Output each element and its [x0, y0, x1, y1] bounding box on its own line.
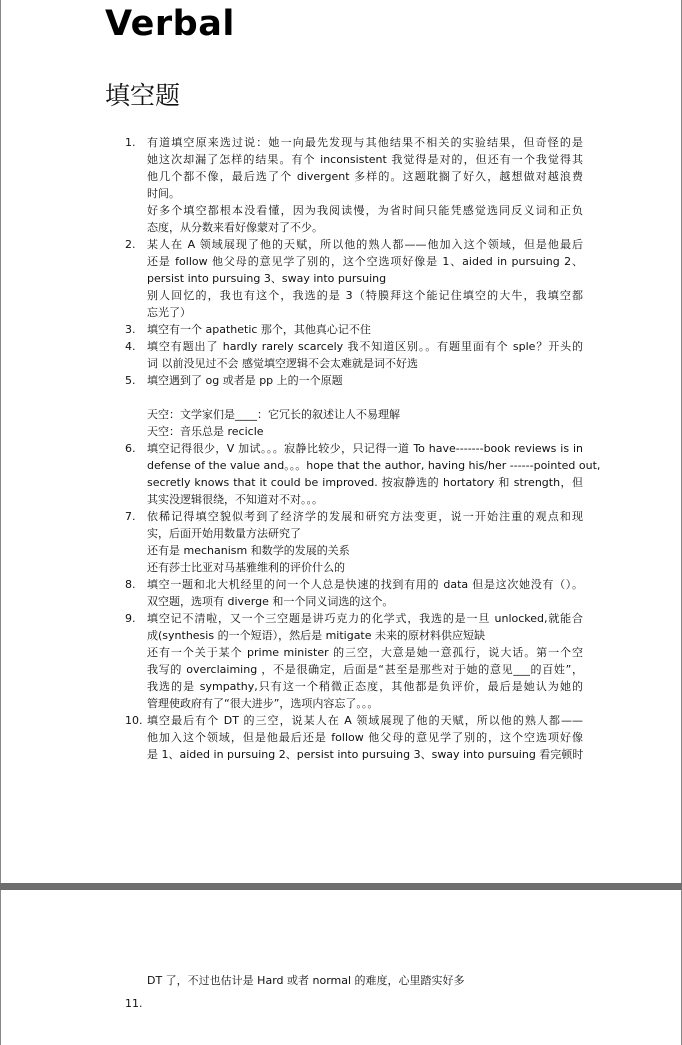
text-line: 填空有题出了 hardly rarely scarcely 我不知道区别。。有题里面有个 sple？开头的 — [147, 340, 583, 353]
text-line: 我选的是 sympathy,只有这一个稍微正态度，其他都是负评价，最后是她认为她的 — [147, 680, 583, 693]
text-line: 忘光了） — [147, 306, 191, 319]
text-line: 还有莎士比亚对马基雅维利的评价什么的 — [147, 561, 345, 574]
list-item-number: 6. — [125, 442, 136, 455]
text-line: 天空：文学家们是____：它冗长的叙述让人不易理解 — [147, 408, 400, 421]
continued-text: DT 了，不过也估计是 Hard 或者 normal 的难度，心里踏实好多 — [147, 974, 465, 987]
list-item-number: 3. — [125, 323, 136, 336]
section-heading: 填空题 — [105, 81, 181, 110]
text-line: 他加入这个领域，但是他最后还是 follow 他父母的意见学了别的，这个空选项好像 — [147, 731, 583, 744]
text-line: 填空一题和北大机经里的问一个人总是快速的找到有用的 data 但是这次她没有（）。 — [147, 578, 583, 591]
list-item — [125, 576, 583, 610]
list-item — [125, 440, 601, 508]
text-line: 她这次却漏了怎样的结果。有个 inconsistent 我觉得是对的，但还有一个我觉得其 — [147, 153, 583, 166]
list-item-number: 4. — [125, 340, 136, 353]
text-line: 管理使政府有了“很大进步”，选项内容忘了。。。 — [147, 697, 379, 710]
text-line: 他几个都不像，最后选了个 divergent 多样的。这题耽搁了好久，越想做对越浪费 — [147, 170, 583, 183]
text-line: 填空遇到了 og 或者是 pp 上的一个原题 — [147, 374, 343, 387]
document-title: Verbal — [105, 4, 235, 44]
question-list — [125, 134, 601, 763]
text-line: 还有是 mechanism 和数学的发展的关系 — [147, 544, 350, 557]
text-line: 是 1、aided in pursuing 2、persist into pursuing 3、sway into pursuing 看完顿时 — [147, 748, 584, 761]
text-line: 还是 follow 他父母的意见学了别的，这个空选项好像是 1、aided in pursuing 2、 — [147, 255, 583, 268]
list-item — [125, 134, 583, 236]
text-line: 某人在 A 领域展现了他的天赋，所以他的熟人都——他加入这个领域，但是他最后 — [147, 238, 583, 251]
list-item — [125, 610, 583, 712]
text-line: 好多个填空都根本没看懂，因为我阅读慢，为省时间只能凭感觉选同反义词和正负 — [147, 204, 583, 217]
text-line: 填空记得很少，V 加试。。。寂静比较少，只记得一道 To have-------book reviews is in — [147, 442, 583, 455]
text-line: 填空最后有个 DT 的三空，说某人在 A 领域展现了他的天赋，所以他的熟人都—— — [147, 714, 583, 727]
list-item-number: 8. — [125, 578, 136, 591]
text-line: 还有一个关于某个 prime minister 的三空，大意是她一意孤行，说大话。第一个空 — [147, 646, 583, 659]
text-line: 双空题，选项有 diverge 和一个同义词选的这个。 — [147, 595, 394, 608]
page-2-content — [125, 972, 583, 1012]
text-line: 有道填空原来选过说：她一向最先发现与其他结果不相关的实验结果，但奇怪的是 — [147, 136, 583, 149]
list-item — [125, 372, 583, 440]
list-item-number: 1. — [125, 136, 136, 149]
list-item — [125, 338, 583, 372]
text-line: persist into pursuing 3、sway into pursuing — [147, 272, 387, 285]
list-item — [125, 321, 583, 338]
text-line: 填空有一个 apathetic 那个，其他真心记不住 — [147, 323, 371, 336]
text-line: 别人回忆的，我也有这个，我选的是 3（特膜拜这个能记住填空的大牛，我填空都 — [147, 289, 583, 302]
list-item — [125, 712, 583, 763]
list-item-number: 11. — [125, 997, 143, 1010]
text-line: 成(synthesis 的一个短语），然后是 mitigate 未来的原材料供应短缺 — [147, 629, 486, 642]
text-line: 态度，从分数来看好像蒙对了不少。 — [147, 221, 323, 234]
text-line: 其实没逻辑很绕，不知道对不对。。。 — [147, 493, 323, 506]
text-line: 填空记不清啦，又一个三空题是讲巧克力的化学式，我选的是一旦 unlocked,就能合 — [147, 612, 583, 625]
list-item-number: 9. — [125, 612, 136, 625]
list-item-number: 5. — [125, 374, 136, 387]
list-item-number: 2. — [125, 238, 136, 251]
text-line: 我写的 overclaiming ，不是很确定，后面是“甚至是那些对于她的意见___的百姓”， — [147, 663, 583, 676]
list-item — [125, 508, 583, 576]
text-line: 依稀记得填空貌似考到了经济学的发展和研究方法变更，说一开始注重的观点和现 — [147, 510, 583, 523]
text-line: 词 以前没见过不会 感觉填空逻辑不会太难就是词不好选 — [147, 357, 418, 370]
list-item-number: 10. — [125, 714, 143, 727]
text-line: defense of the value and。。。hope that the author, having his/her ------pointed out, — [147, 459, 601, 472]
list-item-number: 7. — [125, 510, 136, 523]
blank-line — [147, 389, 583, 406]
list-item — [125, 236, 583, 321]
text-line: 时间。 — [147, 187, 180, 200]
page-separator — [0, 883, 682, 890]
text-line: 天空：音乐总是 recicle — [147, 425, 264, 438]
text-line: secretly knows that it could be improved. 按寂静选的 hortatory 和 strength，但 — [147, 476, 583, 489]
document-page-2 — [0, 890, 682, 1045]
text-line: 实，后面开始用数量方法研究了 — [147, 527, 301, 540]
